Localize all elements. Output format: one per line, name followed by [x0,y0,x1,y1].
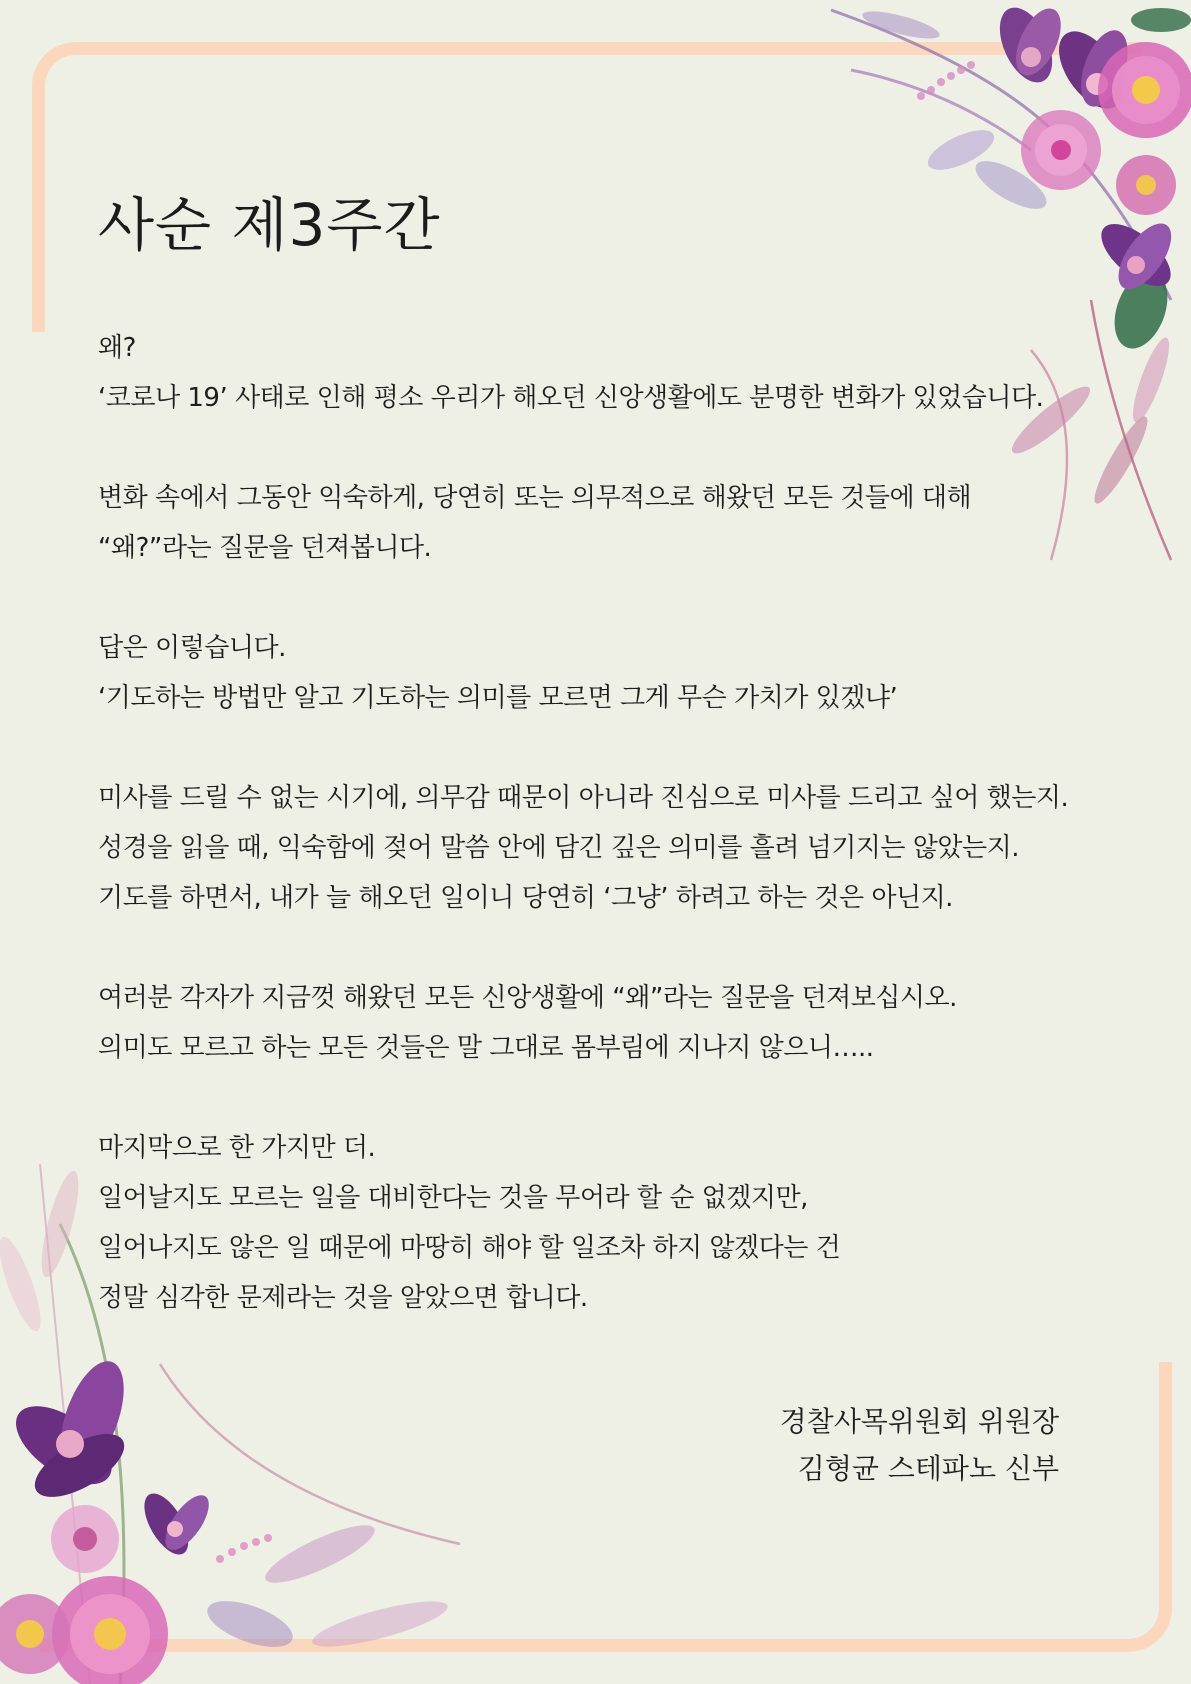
text-line: ‘코로나 19’ 사태로 인해 평소 우리가 해오던 신앙생활에도 분명한 변화가 있었습니다. [98,383,1044,413]
text-line: 의미도 모르고 하는 모든 것들은 말 그대로 몸부림에 지나지 않으니….. [98,1033,874,1063]
paragraph-closing [98,1123,1098,1323]
text-line: 미사를 드릴 수 없는 시기에, 의무감 때문이 아니라 진심으로 미사를 드리고 싶어 했는지. [98,783,1069,813]
text-line: 성경을 읽을 때, 익숙함에 젖어 말씀 안에 담긴 깊은 의미를 흘려 넘기지는 않았는지. [98,833,1020,863]
paragraph-reflection [98,773,1098,923]
signature-name: 김형균 스테파노 신부 [797,1452,1059,1485]
signature-position: 경찰사목위원회 위원장 [779,1405,1059,1438]
letter-body [98,323,1098,1323]
page-title: 사순 제3주간 [98,191,441,259]
text-line: 기도를 하면서, 내가 늘 해오던 일이니 당연히 ‘그냥’ 하려고 하는 것은 아닌지. [98,883,953,913]
paragraph-invitation [98,973,1098,1073]
text-line: 마지막으로 한 가지만 더. [98,1133,376,1163]
paragraph-question [98,473,1098,573]
text-line: 여러분 각자가 지금껏 해왔던 모든 신앙생활에 “왜”라는 질문을 던져보십시오. [98,983,957,1013]
text-line: 변화 속에서 그동안 익숙하게, 당연히 또는 의무적으로 해왔던 모든 것들에 대해 [98,483,972,513]
text-line: 일어날지도 모르는 일을 대비한다는 것을 무어라 할 순 없겠지만, [98,1183,808,1213]
paragraph-why [98,323,1098,423]
text-line: 일어나지도 않은 일 때문에 마땅히 해야 할 일조차 하지 않겠다는 건 [98,1233,841,1263]
text-line: ‘기도하는 방법만 알고 기도하는 의미를 모르면 그게 무슨 가치가 있겠냐’ [98,683,898,713]
text-line: 왜? [98,333,136,363]
text-line: 정말 심각한 문제라는 것을 알았으면 합니다. [98,1283,588,1313]
text-line: 답은 이렇습니다. [98,633,286,663]
text-line: “왜?”라는 질문을 던져봅니다. [98,533,432,563]
signature-block [780,1398,1059,1492]
paragraph-answer [98,623,1098,723]
